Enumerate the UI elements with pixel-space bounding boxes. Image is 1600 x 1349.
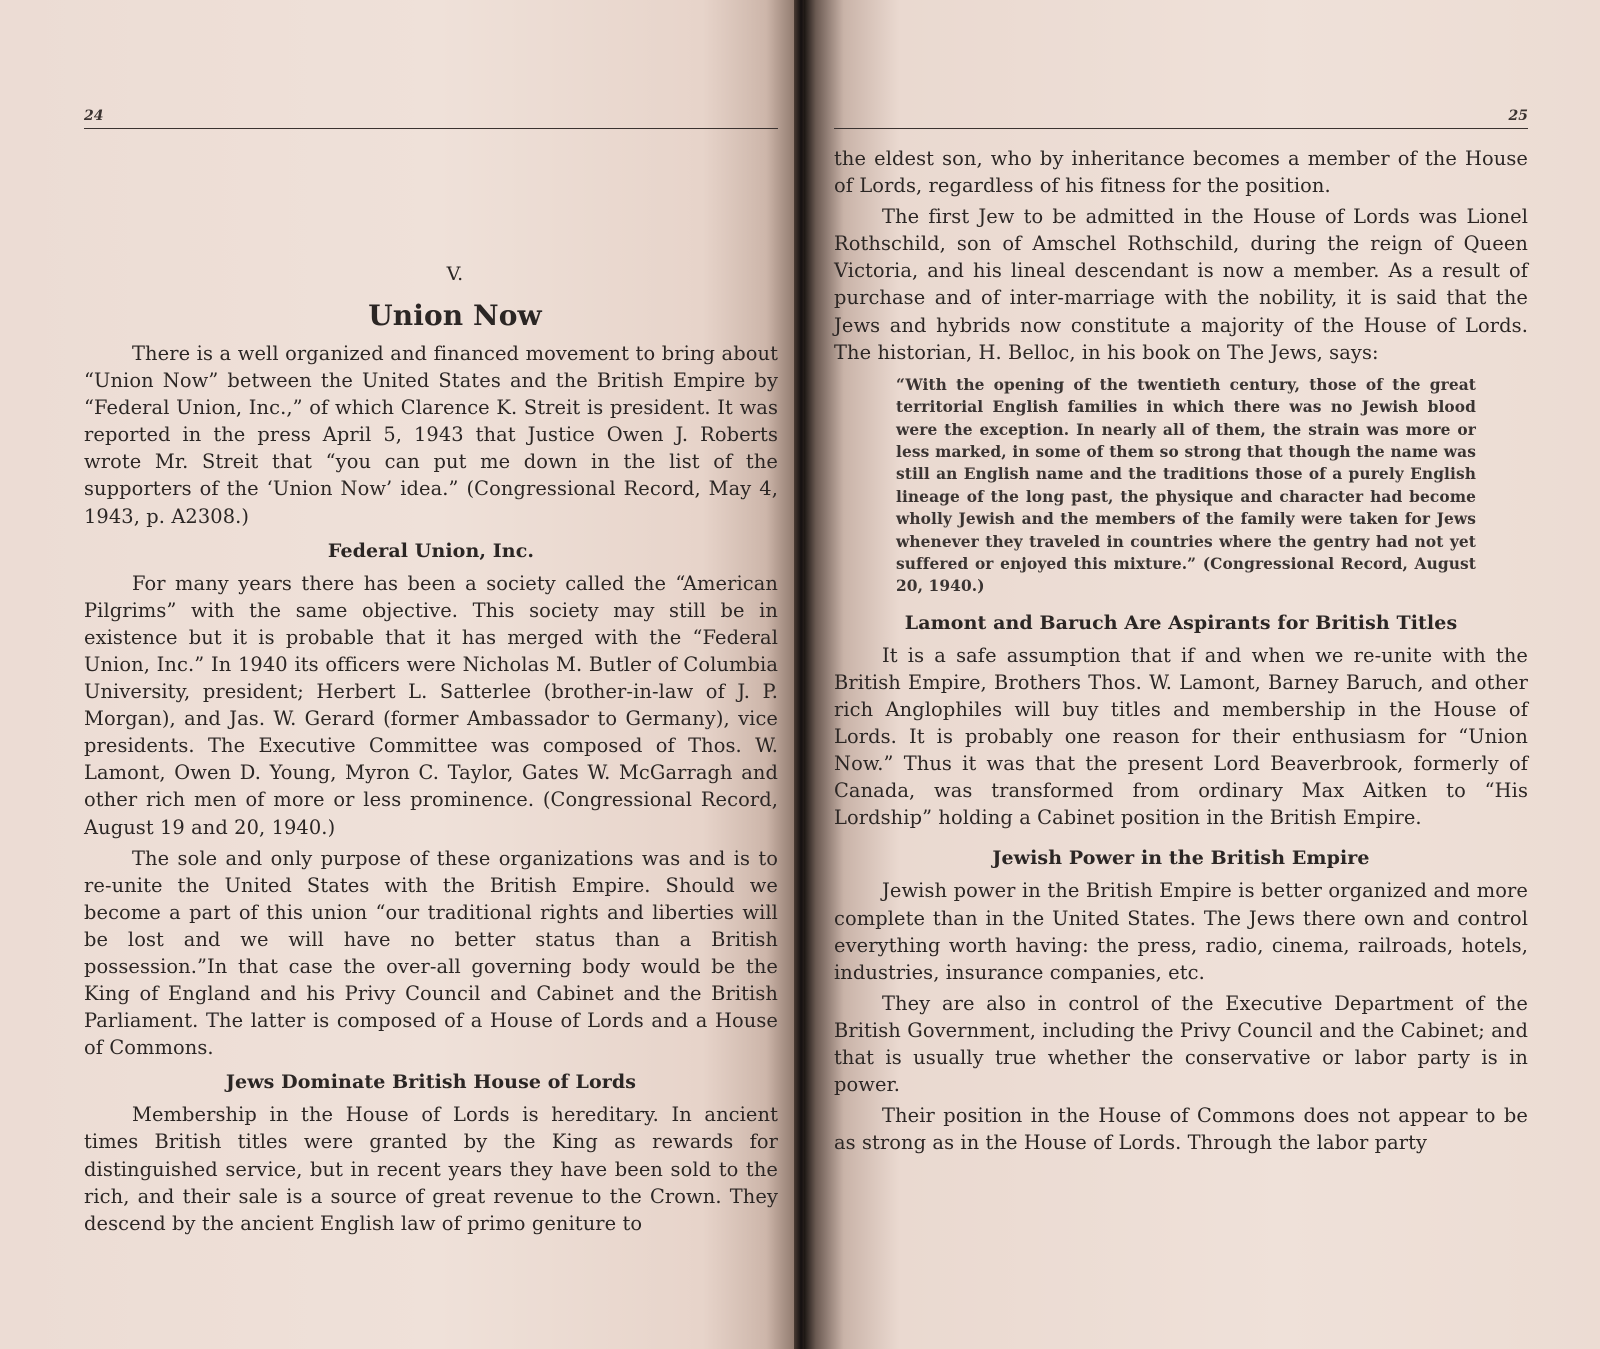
- intro-paragraph: There is a well organized and financed movement to bring about “Union Now” between the United States and the British Empire by “Federal Union, Inc.,” of which Clarence K. Streit is president. It was reported in the press April 5, 1943 that Justice Owen J. Roberts wrote Mr. Streit that “you can put me down in the list of the supporters of the ‘Union Now’ idea.” (Congressional Record, May 4, 1943, p. A2308.): [84, 342, 778, 528]
- paragraph-sole-purpose: The sole and only purpose of these organizations was and is to re-unite the United States with the British Empire. Should we become a part of this union “our traditional rights and liberties will be lost and we will have no better status than a British possession.”In that case the over-all governing body would be the King of England and his Privy Council and Cabinet and the British Parliament. The latter is composed of a House of Lords and a House of Commons.: [84, 846, 778, 1060]
- paragraph-house-of-commons: Their position in the House of Commons does not appear to be as strong as in the House of Lords. Through the labor party: [834, 1104, 1528, 1155]
- page-number-right: 25: [1508, 108, 1528, 124]
- section-heading-federal-union: Federal Union, Inc.: [327, 539, 535, 562]
- page-number-left: 24: [84, 108, 104, 124]
- header-rule-left: [84, 128, 778, 129]
- paragraph-power-organized: Jewish power in the British Empire is better organized and more complete than in the United States. The Jews there own and control everything worth having: the press, radio, cinema, railroads, hotels, industries, insurance companies, etc.: [834, 879, 1528, 984]
- paragraph-first-jew: The first Jew to be admitted in the House of Lords was Lionel Rothschild, son of Amschel Rothschild, during the reign of Queen Victoria, and his lineal descendant is now a member. As a result of purchase and of inter-marriage with the nobility, it is said that the Jews and hybrids now constitute a majority of the House of Lords. The historian, H. Belloc, in his book on The Jews, says:: [834, 205, 1528, 364]
- right-text-block: [834, 145, 1528, 1156]
- section-heading-lamont-baruch: Lamont and Baruch Are Aspirants for British Titles: [904, 611, 1458, 634]
- left-page: [0, 0, 798, 1349]
- belloc-quote: “With the opening of the twentieth century, those of the great territorial English families in which there was no Jewish blood were the exception. In nearly all of them, the strain was more or less marked, in some of them so strong that though the name was still an English name and the traditions those of a purely English lineage of the long past, the physique and character had become wholly Jewish and the members of the family were taken for Jews whenever they traveled in countries where the gentry had not yet suffered or enjoyed this mixture.” (Congressional Record, August 20, 1940.): [896, 375, 1476, 596]
- paragraph-safe-assumption: It is a safe assumption that if and when we re-unite with the British Empire, Brothers Thos. W. Lamont, Barney Baruch, and other rich Anglophiles will buy titles and membership in the House of Lords. It is probably one reason for their enthusiasm for “Union Now.” Thus it was that the present Lord Beaverbrook, formerly of Canada, was transformed from ordinary Max Aitken to “His Lordship” holding a Cabinet position in the British Empire.: [834, 643, 1528, 830]
- paragraph-american-pilgrims: For many years there has been a society called the “American Pilgrims” with the same objective. This society may still be in existence but it is probable that it has merged with the “Federal Union, Inc.” In 1940 its officers were Nicholas M. Butler of Columbia University, president; Herbert L. Satterlee (brother-in-law of J. P. Morgan), and Jas. W. Gerard (former Ambassador to Germany), vice presidents. The Executive Committee was composed of Thos. W. Lamont, Owen D. Young, Myron C. Taylor, Gates W. McGarragh and other rich men of more or less prominence. (Congressional Record, August 19 and 20, 1940.): [84, 571, 778, 839]
- header-rule-right: [834, 128, 1528, 129]
- section-heading-jewish-power: Jewish Power in the British Empire: [992, 847, 1370, 870]
- right-page: [804, 0, 1600, 1349]
- left-text-block: [84, 256, 778, 1237]
- chapter-title: Union Now: [368, 299, 542, 332]
- paragraph-membership: Membership in the House of Lords is hereditary. In ancient times British titles were granted by the King as rewards for distinguished service, but in recent years they have been sold to the rich, and their sale is a source of great revenue to the Crown. They descend by the ancient English law of primo geniture to: [84, 1103, 778, 1235]
- section-heading-house-of-lords: Jews Dominate British House of Lords: [225, 1071, 637, 1094]
- paragraph-executive-control: They are also in control of the Executive Department of the British Government, including the Privy Council and the Cabinet; and that is usually true whether the conservative or labor party is in power.: [834, 991, 1528, 1097]
- chapter-number: V.: [446, 263, 464, 285]
- continuation-paragraph: the eldest son, who by inheritance becomes a member of the House of Lords, regardless of his fitness for the position.: [834, 147, 1528, 198]
